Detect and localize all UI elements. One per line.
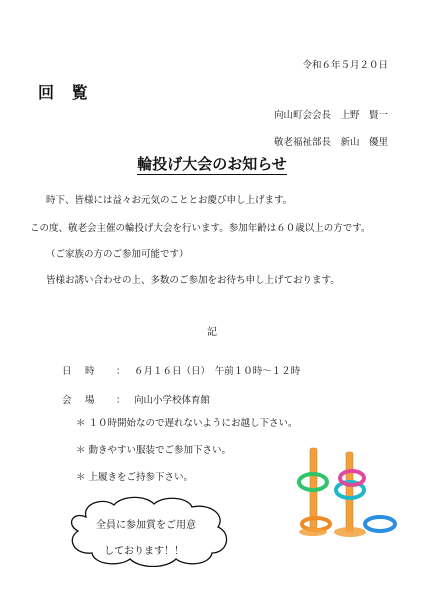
note-clothing: ＊ 動きやすい服装でご参加下さい。 (76, 445, 232, 456)
datetime-label: 日 時 (62, 366, 97, 377)
venue-label: 会 場 (62, 395, 97, 406)
sender-line-2: 敬老福祉部長 新山 優里 (273, 137, 388, 148)
cloud-text-line-1: 全員に参加賞をご用意 (96, 520, 196, 531)
event-paragraph: この度、敬老会主催の輪投げ大会を行います。参加年齢は６０歳以上の方です。 (30, 223, 371, 234)
ring-toss-illustration (282, 440, 402, 540)
notice-title-text: 輪投げ大会のお知らせ (137, 155, 287, 173)
datetime-colon: ： (116, 366, 126, 377)
cloud-text-line-2: しております！！ (104, 546, 184, 557)
ki-heading: 記 (207, 327, 217, 338)
venue-colon: ： (116, 395, 126, 406)
notice-title (0, 153, 424, 174)
invitation-paragraph: 皆様お誘い合わせの上、多数のご参加をお待ち申し上げております。 (46, 275, 340, 286)
note-shoes: ＊ 上履きをご持参下さい。 (76, 472, 194, 483)
sender-line-1: 向山町会会長 上野 賢一 (273, 110, 388, 121)
datetime-value: ６月１６日（日） 午前１０時～１２時 (134, 366, 301, 377)
circulation-heading: 回 覧 (38, 83, 94, 102)
notice-date: 令和６年５月２０日 (302, 60, 388, 71)
greeting-paragraph: 時下、皆様には益々お元気のこととお慶び申し上げます。 (46, 195, 293, 206)
note-start-time: ＊ １０時開始なので遅れないようにお越し下さい。 (76, 418, 298, 429)
venue-value: 向山小学校体育館 (134, 395, 211, 406)
family-note: （ご家族の方のご参加可能です） (46, 249, 189, 260)
